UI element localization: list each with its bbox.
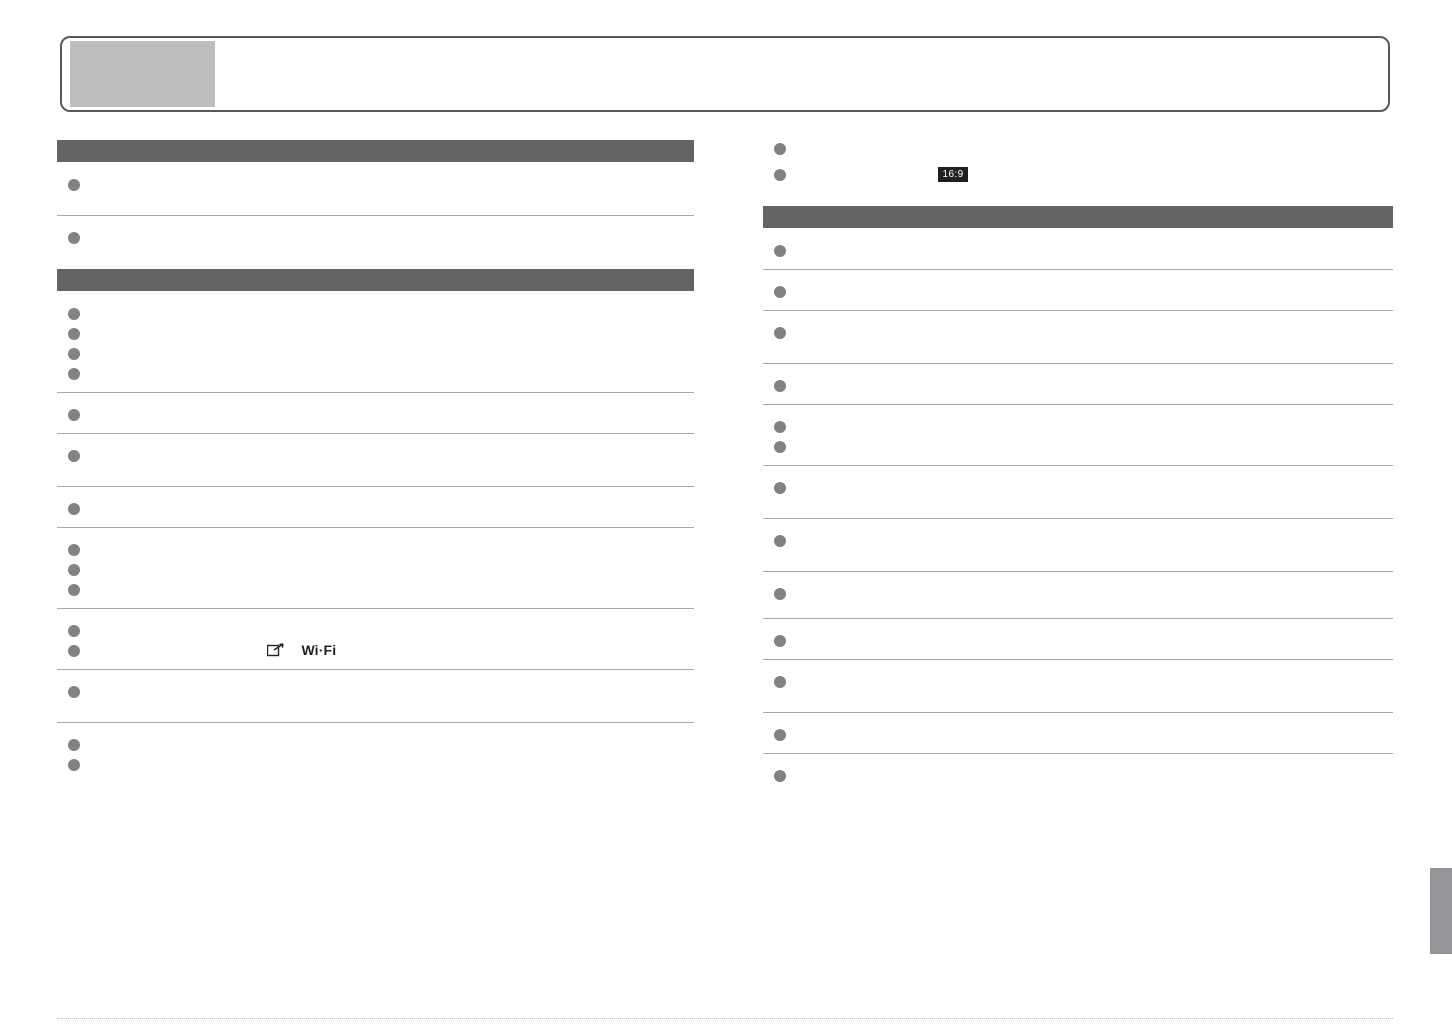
bullet-icon <box>68 328 80 340</box>
list-item <box>763 632 1393 652</box>
section-heading <box>57 140 694 162</box>
bullet-icon <box>774 588 786 600</box>
list-item <box>763 479 1393 499</box>
spacer <box>763 693 1393 705</box>
header-band <box>60 36 1390 112</box>
bullet-icon <box>774 729 786 741</box>
list-item <box>57 325 694 345</box>
bullet-icon <box>68 759 80 771</box>
bullet-icon <box>68 625 80 637</box>
bullet-icon <box>68 308 80 320</box>
divider <box>763 659 1393 660</box>
divider <box>763 571 1393 572</box>
list-item-label <box>795 166 1393 183</box>
header-chapter-tab <box>70 41 215 107</box>
aspect-ratio-badge: 16:9 <box>938 167 967 182</box>
divider <box>763 518 1393 519</box>
list-item <box>763 438 1393 458</box>
divider <box>763 753 1393 754</box>
left-column <box>57 140 694 776</box>
bullet-icon <box>774 327 786 339</box>
wifi-label: Wi·Fi <box>301 642 337 658</box>
list-item <box>763 140 1393 160</box>
spacer <box>763 499 1393 511</box>
list-item <box>57 229 694 249</box>
list-item <box>763 585 1393 605</box>
divider <box>57 608 694 609</box>
divider <box>57 392 694 393</box>
divider <box>763 363 1393 364</box>
list-item <box>57 406 694 426</box>
list-item <box>57 756 694 776</box>
list-item <box>57 345 694 365</box>
bullet-icon <box>68 450 80 462</box>
right-column <box>763 140 1393 787</box>
spacer <box>763 605 1393 611</box>
divider <box>57 669 694 670</box>
divider <box>57 486 694 487</box>
list-item <box>57 581 694 601</box>
divider <box>57 722 694 723</box>
divider <box>57 215 694 216</box>
bullet-icon <box>68 179 80 191</box>
divider <box>57 527 694 528</box>
bullet-icon <box>68 584 80 596</box>
list-item <box>763 532 1393 552</box>
spacer <box>57 703 694 715</box>
section-heading <box>763 206 1393 228</box>
list-item <box>57 305 694 325</box>
bullet-icon <box>68 368 80 380</box>
list-item-aspect <box>763 166 1393 186</box>
list-item <box>57 541 694 561</box>
divider <box>763 712 1393 713</box>
spacer <box>57 467 694 479</box>
bullet-icon <box>774 635 786 647</box>
list-item <box>57 447 694 467</box>
bullet-icon <box>774 535 786 547</box>
bullet-icon <box>774 143 786 155</box>
bullet-icon <box>774 245 786 257</box>
bullet-icon <box>774 169 786 181</box>
list-item <box>57 622 694 642</box>
page-edge-tab <box>1430 868 1452 954</box>
spacer <box>763 344 1393 356</box>
divider <box>763 618 1393 619</box>
list-item <box>57 561 694 581</box>
bullet-icon <box>774 421 786 433</box>
spacer <box>763 186 1393 206</box>
bullet-icon <box>774 676 786 688</box>
bullet-icon <box>68 348 80 360</box>
bullet-icon <box>774 482 786 494</box>
list-item <box>763 673 1393 693</box>
spacer <box>763 552 1393 564</box>
bullet-icon <box>68 409 80 421</box>
divider <box>763 404 1393 405</box>
bullet-icon <box>68 544 80 556</box>
divider <box>57 433 694 434</box>
list-item <box>57 176 694 196</box>
footer-divider <box>57 1018 1393 1019</box>
list-item <box>763 242 1393 262</box>
spacer <box>57 196 694 208</box>
divider <box>763 310 1393 311</box>
spacer <box>57 249 694 269</box>
bullet-icon <box>68 232 80 244</box>
bullet-icon <box>774 441 786 453</box>
bullet-icon <box>774 380 786 392</box>
bullet-icon <box>68 503 80 515</box>
list-item <box>57 365 694 385</box>
divider <box>763 269 1393 270</box>
list-item-label <box>89 642 694 660</box>
list-item <box>57 500 694 520</box>
list-item <box>763 767 1393 787</box>
list-item <box>763 377 1393 397</box>
bullet-icon <box>68 645 80 657</box>
list-item <box>57 683 694 703</box>
send-to-card-icon <box>267 643 284 657</box>
bullet-icon <box>68 739 80 751</box>
bullet-icon <box>68 686 80 698</box>
list-item <box>763 726 1393 746</box>
bullet-icon <box>774 770 786 782</box>
bullet-icon <box>68 564 80 576</box>
list-item <box>763 283 1393 303</box>
list-item <box>763 418 1393 438</box>
list-item <box>57 736 694 756</box>
divider <box>763 465 1393 466</box>
bullet-icon <box>774 286 786 298</box>
list-item-wifi <box>57 642 694 662</box>
list-item <box>763 324 1393 344</box>
section-heading <box>57 269 694 291</box>
